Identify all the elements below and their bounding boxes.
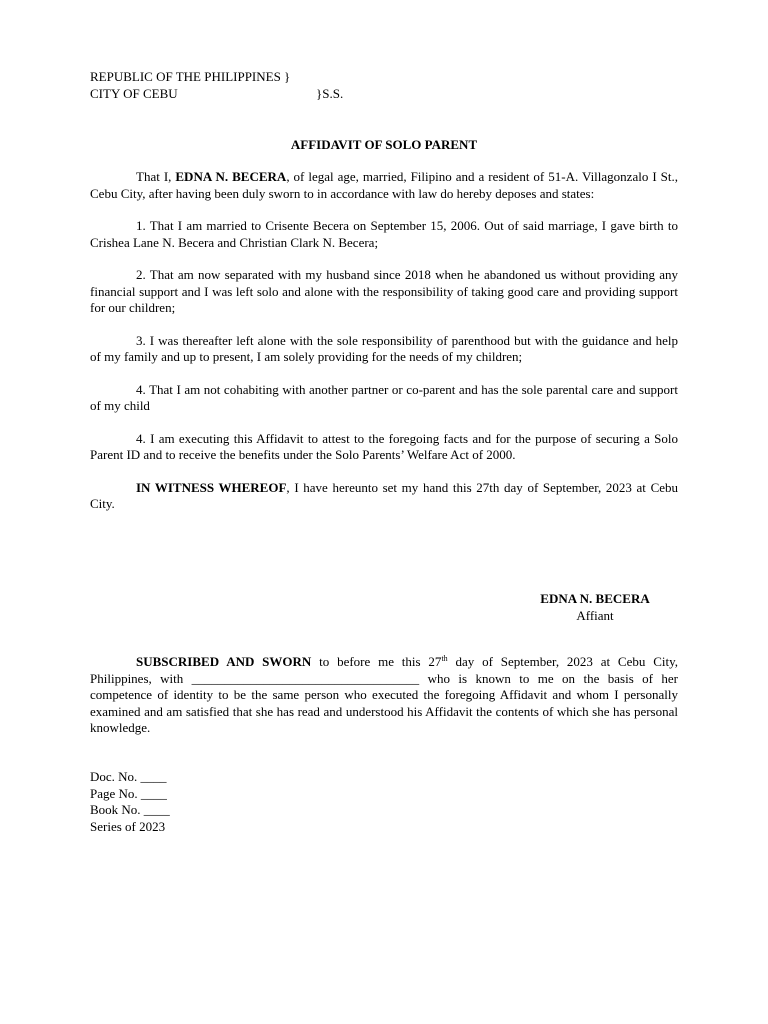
document-title: AFFIDAVIT OF SOLO PARENT bbox=[290, 137, 478, 152]
paragraph-1: 1. That I am married to Crisente Becera on September 15, 2006. Out of said marriage, I gave birth to Crishea Lane N. Becera and Christian Clark N. Becera; bbox=[90, 218, 678, 250]
venue-republic: REPUBLIC OF THE PHILIPPINES } bbox=[90, 69, 291, 84]
jurat-text-a: to before me this 27 bbox=[311, 654, 442, 669]
page-number: Page No. ____ bbox=[90, 785, 167, 801]
witness-text: , I have hereunto set my hand this 27th day of September, 2023 at Cebu City. bbox=[90, 479, 679, 511]
jurat-sup: th bbox=[441, 654, 448, 663]
intro-paragraph bbox=[90, 169, 678, 202]
intro-pre: That I, bbox=[136, 169, 176, 184]
venue-ss: }S.S. bbox=[316, 86, 344, 101]
venue-city: CITY OF CEBU bbox=[90, 86, 178, 101]
intro-post: , of legal age, married, Filipino and a resident of 51-A. Villagonzalo I St., Cebu City, after having been duly sworn to in accordance with law do hereby deposes and states: bbox=[90, 169, 678, 201]
notarial-block bbox=[90, 769, 170, 835]
doc-number: Doc. No. ____ bbox=[90, 769, 167, 784]
affidavit-page bbox=[90, 68, 679, 834]
signature-name: EDNA N. BECERA bbox=[540, 591, 650, 606]
venue-block bbox=[90, 68, 678, 102]
jurat-text-b: day of September, 2023 at Cebu City, Philippines, with ___________________________________ who is known to me on the basis of her competence of identity to be the same person who executed the foregoing Affidavit and whom I personally examined and am satisfied that she has read and understood his Affidavit the contents of which she has personal knowledge. bbox=[90, 654, 679, 735]
jurat-lead: SUBSCRIBED AND SWORN bbox=[136, 654, 312, 669]
signature-block bbox=[495, 590, 695, 624]
signature-role: Affiant bbox=[576, 608, 614, 623]
paragraph-5: 4. I am executing this Affidavit to attest to the foregoing facts and for the purpose of securing a Solo Parent ID and to receive the benefits under the Solo Parents’ Welfare Act of 2000. bbox=[90, 430, 678, 462]
paragraph-2: 2. That am now separated with my husband since 2018 when he abandoned us without providing any financial support and I was left solo and alone with the responsibility of taking good care and providing support for our children; bbox=[90, 267, 678, 315]
paragraph-3: 3. I was thereafter left alone with the sole responsibility of parenthood but with the guidance and help of my family and up to present, I am solely providing for the needs of my children; bbox=[90, 332, 678, 364]
witness-lead: IN WITNESS WHEREOF bbox=[136, 479, 287, 495]
affiant-name: EDNA N. BECERA bbox=[175, 169, 287, 184]
series-year: Series of 2023 bbox=[90, 818, 166, 834]
jurat-paragraph bbox=[90, 654, 678, 737]
witness-paragraph bbox=[90, 480, 678, 513]
book-number: Book No. ____ bbox=[90, 802, 170, 817]
paragraph-4: 4. That I am not cohabiting with another partner or co-parent and has the sole parental care and support of my child bbox=[90, 381, 678, 413]
